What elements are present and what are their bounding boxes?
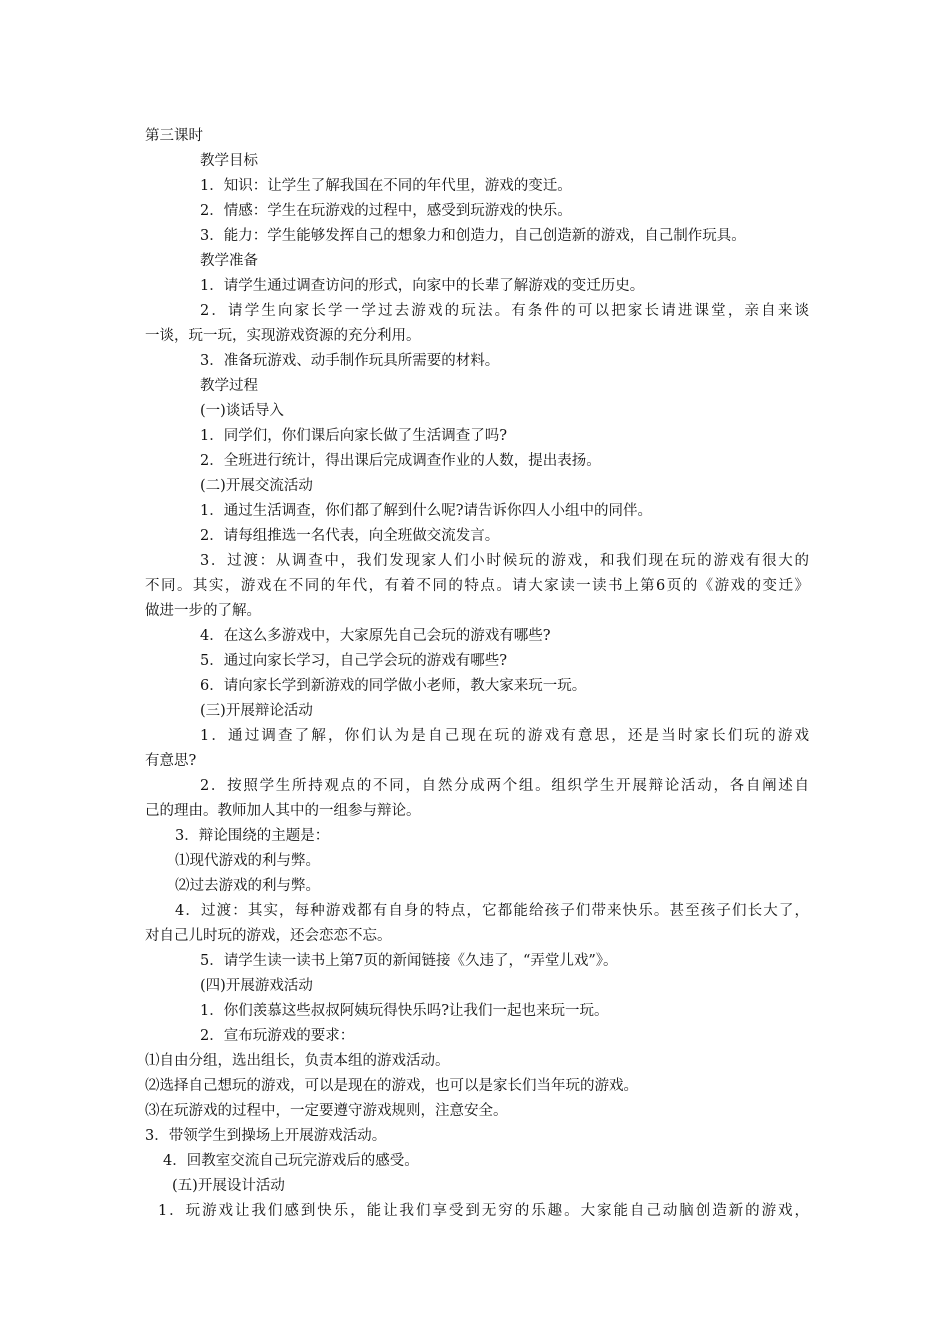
section-3-topic-2: ⑵过去游戏的利与弊。	[175, 878, 320, 894]
heading-teaching-prep: 教学准备	[200, 253, 258, 269]
section-4-rule-1: ⑴自由分组，选出组长，负责本组的游戏活动。	[145, 1053, 450, 1069]
prep-item-2-cont: 一谈，玩一玩，实现游戏资源的充分利用。	[145, 328, 421, 344]
prep-item-3: 3．准备玩游戏、动手制作玩具所需要的材料。	[200, 353, 500, 369]
section-2-item-2: 2．请每组推选一名代表，向全班做交流发言。	[200, 528, 500, 544]
section-5-heading: (五)开展设计活动	[172, 1178, 285, 1194]
section-2-item-4: 4．在这么多游戏中，大家原先自己会玩的游戏有哪些?	[200, 628, 551, 644]
section-4-rule-3: ⑶在玩游戏的过程中，一定要遵守游戏规则，注意安全。	[145, 1103, 508, 1119]
section-3-topic-1: ⑴现代游戏的利与弊。	[175, 853, 320, 869]
goal-emotion: 2．情感：学生在玩游戏的过程中，感受到玩游戏的快乐。	[200, 203, 572, 219]
section-4-item-3: 3．带领学生到操场上开展游戏活动。	[145, 1128, 387, 1144]
section-3-heading: (三)开展辩论活动	[200, 703, 313, 719]
lesson-title: 第三课时	[145, 128, 203, 144]
section-4-rule-2: ⑵选择自己想玩的游戏，可以是现在的游戏，也可以是家长们当年玩的游戏。	[145, 1078, 638, 1094]
section-4-item-2: 2．宣布玩游戏的要求：	[200, 1028, 355, 1044]
section-1-item-2: 2．全班进行统计，得出课后完成调查作业的人数，提出表扬。	[200, 453, 601, 469]
section-4-item-4: 4．回教室交流自己玩完游戏后的感受。	[163, 1153, 419, 1169]
section-5-item-1: 1．玩游戏让我们感到快乐，能让我们享受到无穷的乐趣。大家能自己动脑创造新的游戏，	[158, 1203, 809, 1219]
prep-item-2: 2．请学生向家长学一学过去游戏的玩法。有条件的可以把家长请进课堂，亲自来谈	[200, 303, 809, 319]
section-3-item-1: 1．通过调查了解，你们认为是自己现在玩的游戏有意思，还是当时家长们玩的游戏	[200, 728, 809, 744]
section-2-item-1: 1．通过生活调查，你们都了解到什么呢?请告诉你四人小组中的同伴。	[200, 503, 652, 519]
section-4-item-1: 1．你们羡慕这些叔叔阿姨玩得快乐吗?让我们一起也来玩一玩。	[200, 1003, 609, 1019]
goal-ability: 3．能力：学生能够发挥自己的想象力和创造力，自己创造新的游戏，自己制作玩具。	[200, 228, 746, 244]
goal-knowledge: 1．知识：让学生了解我国在不同的年代里，游戏的变迁。	[200, 178, 572, 194]
section-3-item-1-cont: 有意思?	[145, 753, 197, 769]
section-2-item-6: 6．请向家长学到新游戏的同学做小老师，教大家来玩一玩。	[200, 678, 587, 694]
section-3-item-2-cont: 己的理由。教师加人其中的一组参与辩论。	[145, 803, 421, 819]
section-2-item-3: 3．过渡：从调查中，我们发现家人们小时候玩的游戏，和我们现在玩的游戏有很大的	[200, 553, 809, 569]
heading-teaching-process: 教学过程	[200, 378, 258, 394]
section-3-item-3: 3．辩论围绕的主题是：	[175, 828, 330, 844]
section-1-item-1: 1．同学们，你们课后向家长做了生活调查了吗?	[200, 428, 507, 444]
section-3-item-4-cont: 对自己儿时玩的游戏，还会恋恋不忘。	[145, 928, 392, 944]
section-3-item-2: 2．按照学生所持观点的不同，自然分成两个组。组织学生开展辩论活动，各自阐述自	[200, 778, 809, 794]
section-3-item-4: 4．过渡：其实，每种游戏都有自身的特点，它都能给孩子们带来快乐。甚至孩子们长大了，	[175, 903, 809, 919]
prep-item-1: 1．请学生通过调查访问的形式，向家中的长辈了解游戏的变迁历史。	[200, 278, 645, 294]
heading-teaching-goals: 教学目标	[200, 153, 258, 169]
section-2-heading: (二)开展交流活动	[200, 478, 313, 494]
section-2-item-5: 5．通过向家长学习，自己学会玩的游戏有哪些?	[200, 653, 507, 669]
section-2-item-3-end: 做进一步的了解。	[145, 603, 261, 619]
section-1-heading: (一)谈话导入	[200, 403, 284, 419]
section-3-item-5: 5．请学生读一读书上第7页的新闻链接《久违了，“弄堂儿戏”》。	[200, 953, 618, 969]
section-4-heading: (四)开展游戏活动	[200, 978, 313, 994]
section-2-item-3-cont: 不同。其实，游戏在不同的年代，有着不同的特点。请大家读一读书上第6页的《游戏的变迁》	[145, 578, 809, 594]
